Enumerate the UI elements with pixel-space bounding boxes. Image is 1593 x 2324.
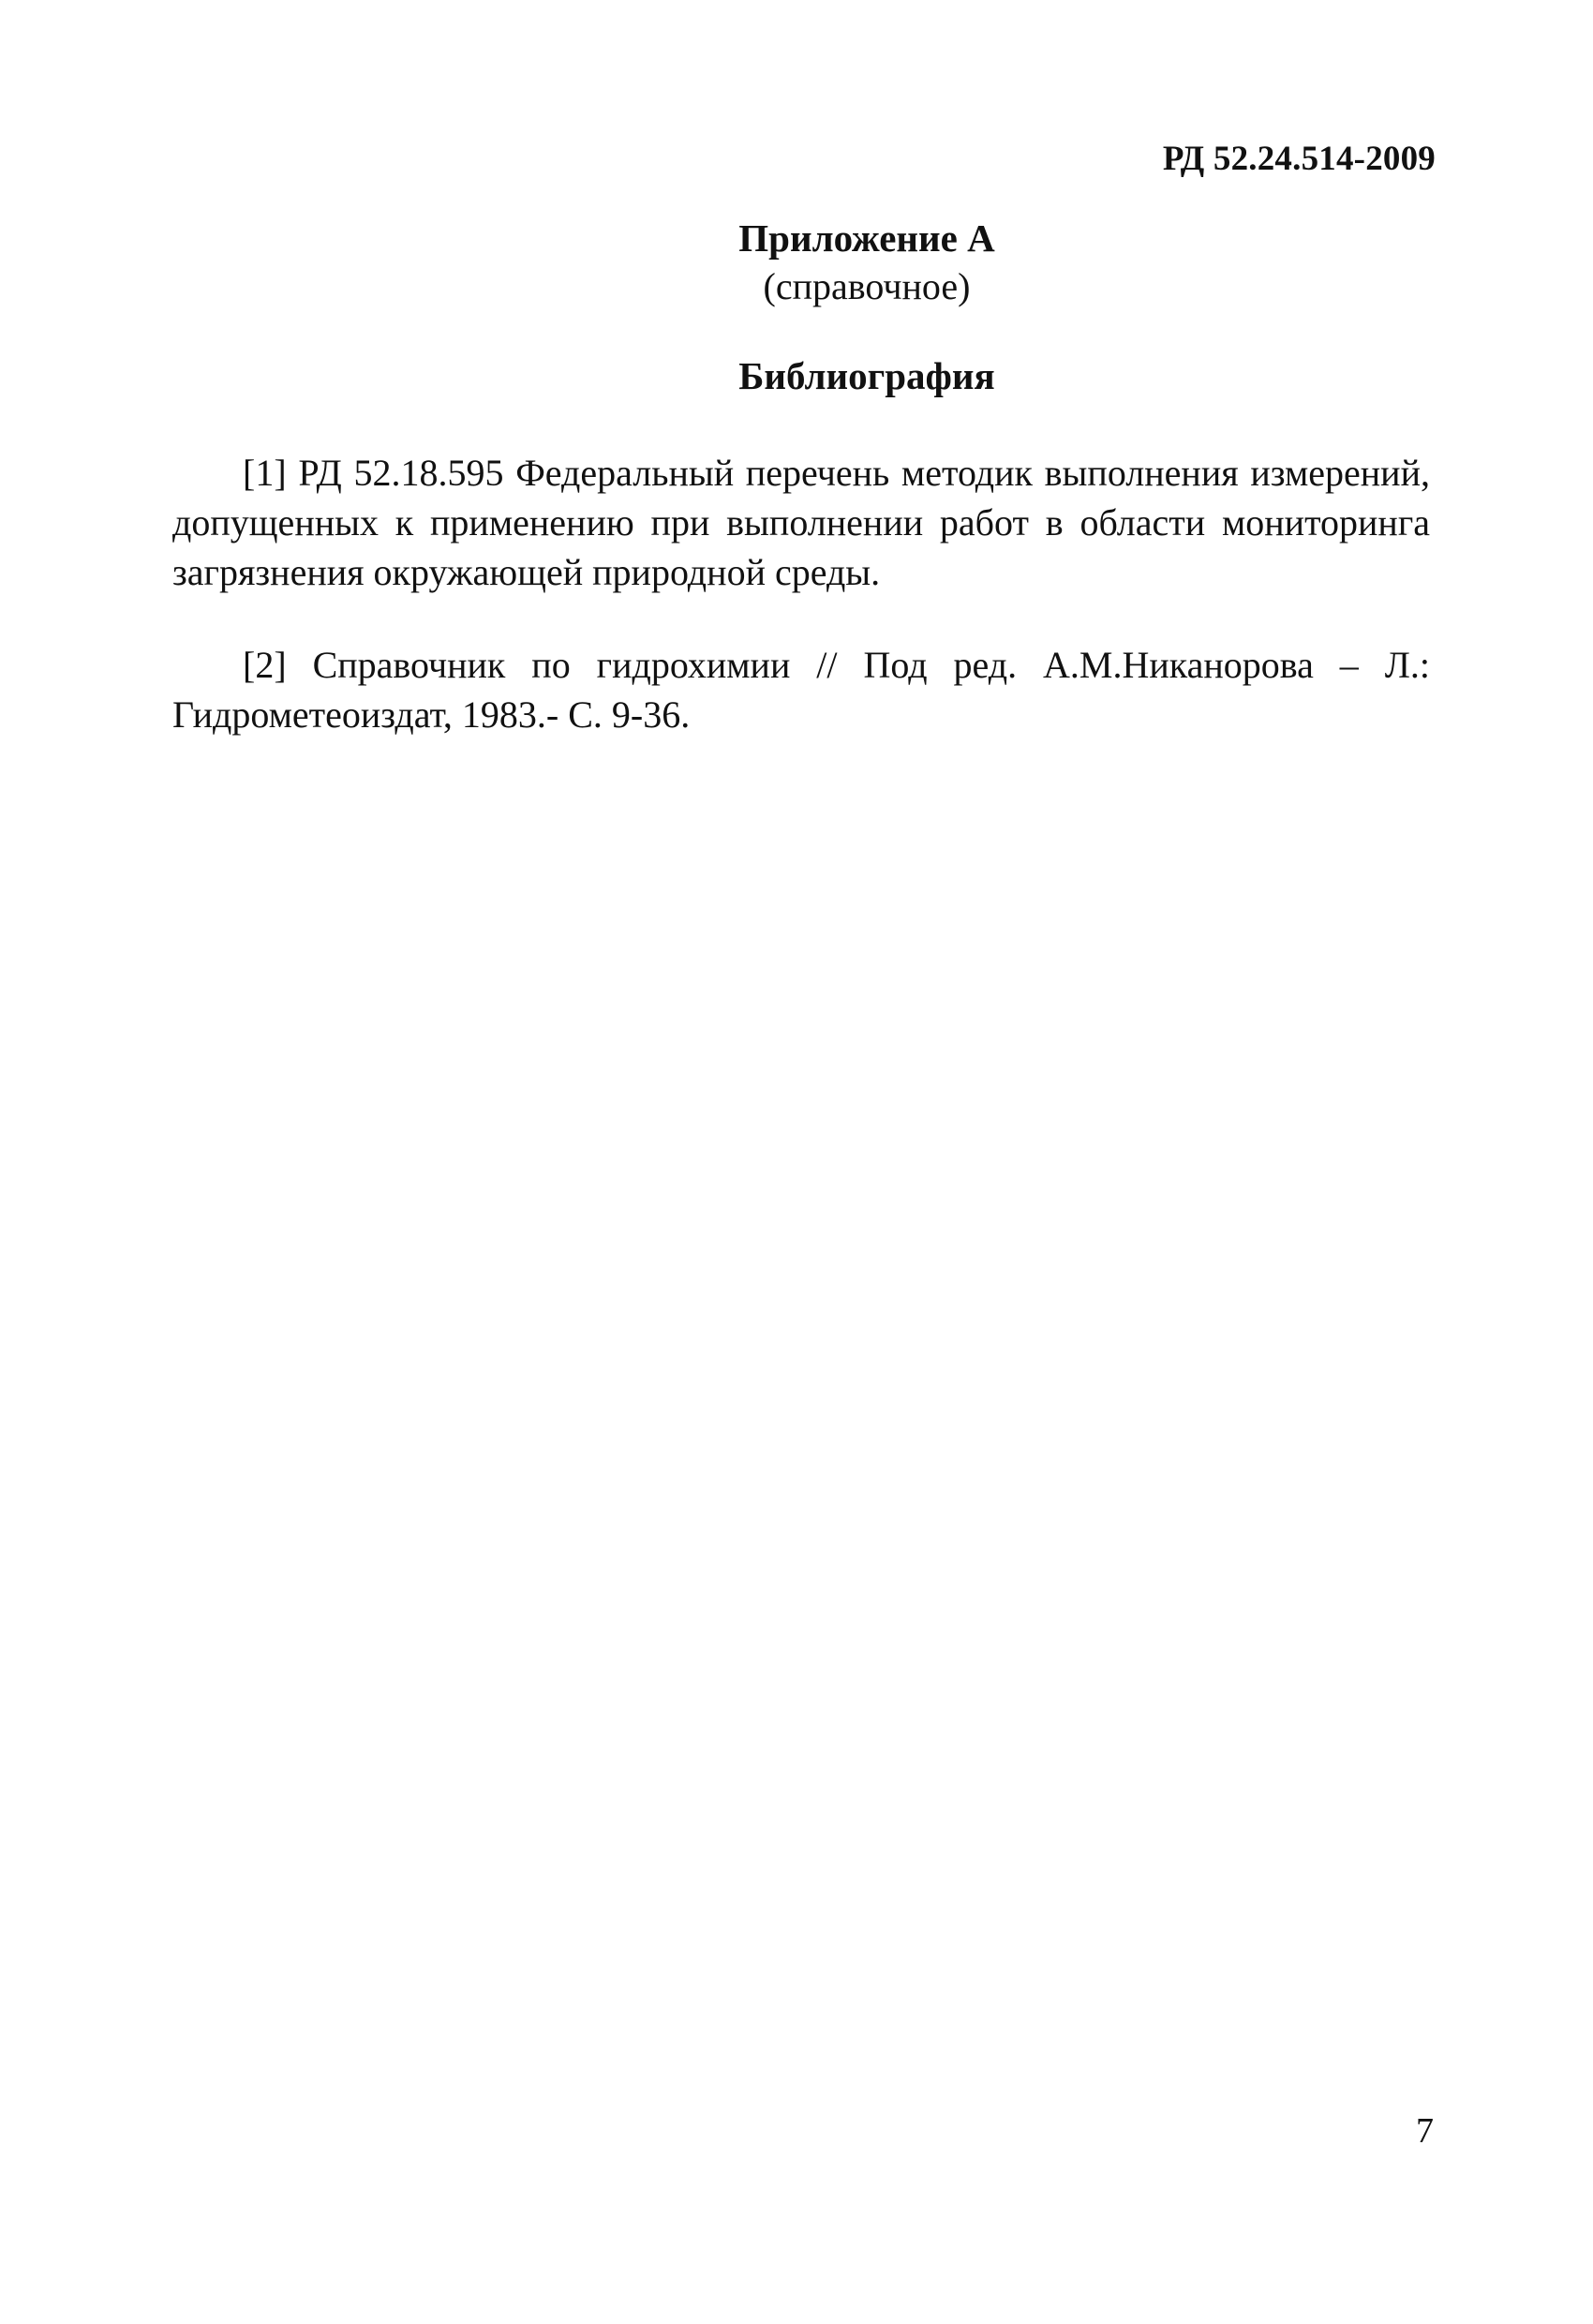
page-number: 7: [1416, 2111, 1434, 2151]
document-code: РД 52.24.514-2009: [1162, 140, 1436, 178]
bibliography-entry-1: [1] РД 52.18.595 Федеральный перечень методик выполнения измерений, допущенных к применению при выполнении работ в области мониторинга загрязнения окружающей природной среды.: [172, 452, 1430, 593]
bibliography-entry-2: [2] Справочник по гидрохимии // Под ред. А.М.Никанорова – Л.: Гидрометеоиздат, 1983.- С. 9-36.: [172, 644, 1430, 736]
section-title: Библиография: [738, 354, 995, 397]
appendix-title: Приложение А: [738, 216, 995, 260]
appendix-subtitle: (справочное): [763, 265, 971, 307]
